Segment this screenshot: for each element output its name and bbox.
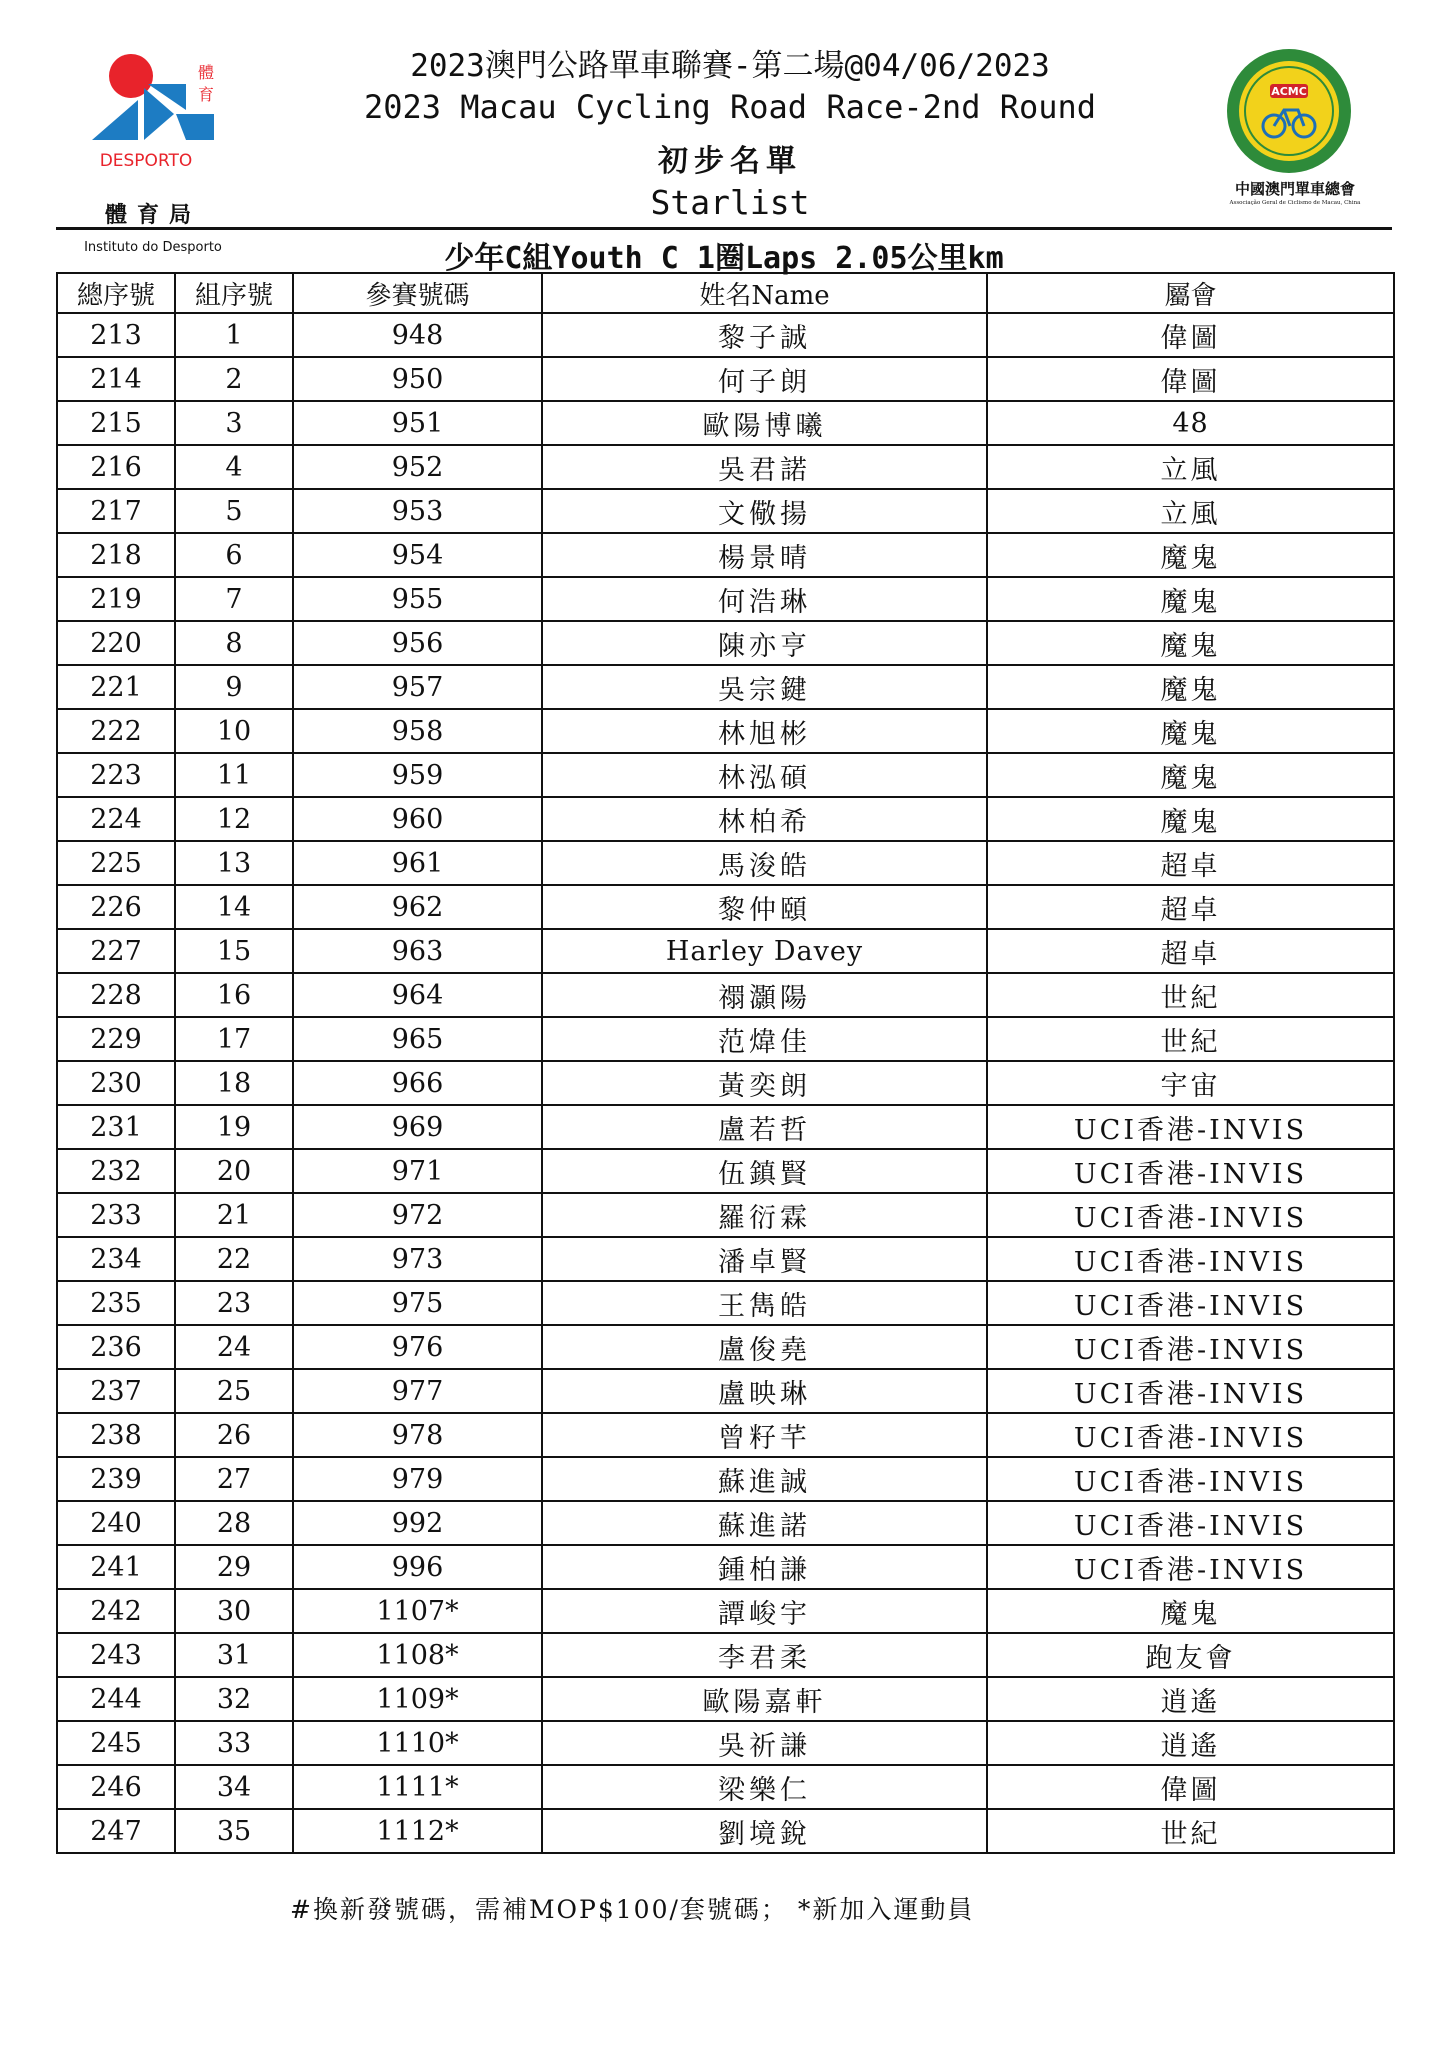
overall-no-cell: 231	[57, 1105, 175, 1149]
table-row	[57, 445, 1394, 489]
club-cell: 魔鬼	[987, 753, 1394, 797]
club-cell: UCI香港-INVIS	[987, 1193, 1394, 1237]
overall-no-cell: 219	[57, 577, 175, 621]
group-no-cell: 5	[175, 489, 293, 533]
table-row	[57, 1809, 1394, 1853]
group-no-cell: 30	[175, 1589, 293, 1633]
club-cell: UCI香港-INVIS	[987, 1105, 1394, 1149]
club-cell: 魔鬼	[987, 577, 1394, 621]
name-cell: 盧若哲	[542, 1105, 987, 1149]
overall-no-cell: 241	[57, 1545, 175, 1589]
bib-no-cell: 962	[293, 885, 542, 929]
bib-no-cell: 1112*	[293, 1809, 542, 1853]
overall-no-cell: 229	[57, 1017, 175, 1061]
acmc-emblem-icon	[1224, 46, 1354, 176]
group-no-cell: 15	[175, 929, 293, 973]
name-cell: 歐陽嘉軒	[542, 1677, 987, 1721]
bib-no-cell: 1109*	[293, 1677, 542, 1721]
bib-no-cell: 954	[293, 533, 542, 577]
table-row	[57, 1061, 1394, 1105]
startlist-table	[56, 272, 1395, 1854]
table-row	[57, 1193, 1394, 1237]
group-no-cell: 7	[175, 577, 293, 621]
overall-no-cell: 215	[57, 401, 175, 445]
table-header-row	[57, 273, 1394, 313]
overall-no-cell: 247	[57, 1809, 175, 1853]
overall-no-cell: 235	[57, 1281, 175, 1325]
bib-no-cell: 958	[293, 709, 542, 753]
group-no-cell: 22	[175, 1237, 293, 1281]
club-cell: 偉圖	[987, 1765, 1394, 1809]
group-no-cell: 16	[175, 973, 293, 1017]
name-cell: Harley Davey	[542, 929, 987, 973]
table-row	[57, 577, 1394, 621]
group-no-cell: 9	[175, 665, 293, 709]
club-cell: UCI香港-INVIS	[987, 1369, 1394, 1413]
bib-no-cell: 966	[293, 1061, 542, 1105]
bib-no-cell: 977	[293, 1369, 542, 1413]
club-cell: UCI香港-INVIS	[987, 1149, 1394, 1193]
overall-no-cell: 234	[57, 1237, 175, 1281]
bib-no-cell: 971	[293, 1149, 542, 1193]
bib-no-cell: 952	[293, 445, 542, 489]
bib-no-cell: 979	[293, 1457, 542, 1501]
overall-no-cell: 214	[57, 357, 175, 401]
club-cell: 超卓	[987, 841, 1394, 885]
group-no-cell: 20	[175, 1149, 293, 1193]
bib-no-cell: 965	[293, 1017, 542, 1061]
table-row	[57, 1677, 1394, 1721]
group-no-cell: 26	[175, 1413, 293, 1457]
subtitle-zh: 初步名單	[658, 144, 802, 179]
club-cell: UCI香港-INVIS	[987, 1281, 1394, 1325]
name-cell: 王雋皓	[542, 1281, 987, 1325]
overall-no-cell: 221	[57, 665, 175, 709]
group-no-cell: 32	[175, 1677, 293, 1721]
table-row	[57, 1721, 1394, 1765]
club-cell: 立風	[987, 445, 1394, 489]
overall-no-cell: 216	[57, 445, 175, 489]
col-overall-no: 總序號	[57, 273, 175, 313]
group-no-cell: 18	[175, 1061, 293, 1105]
col-group-no: 組序號	[175, 273, 293, 313]
title-zh: 2023澳門公路單車聯賽-第二場@04/06/2023	[410, 48, 1050, 84]
name-cell: 李君柔	[542, 1633, 987, 1677]
overall-no-cell: 227	[57, 929, 175, 973]
table-row	[57, 533, 1394, 577]
club-cell: 魔鬼	[987, 533, 1394, 577]
bib-no-cell: 992	[293, 1501, 542, 1545]
overall-no-cell: 244	[57, 1677, 175, 1721]
table-row	[57, 1633, 1394, 1677]
table-row	[57, 313, 1394, 357]
name-cell: 林旭彬	[542, 709, 987, 753]
name-cell: 陳亦亨	[542, 621, 987, 665]
club-cell: 世紀	[987, 973, 1394, 1017]
club-cell: 超卓	[987, 929, 1394, 973]
table-row	[57, 357, 1394, 401]
club-cell: UCI香港-INVIS	[987, 1545, 1394, 1589]
acmc-logo	[1210, 46, 1380, 216]
logo-brand-text: DESPORTO	[99, 151, 193, 171]
table-row	[57, 797, 1394, 841]
table-body	[57, 313, 1394, 1853]
overall-no-cell: 240	[57, 1501, 175, 1545]
group-no-cell: 14	[175, 885, 293, 929]
title-en: 2023 Macau Cycling Road Race-2nd Round	[363, 88, 1097, 126]
overall-no-cell: 220	[57, 621, 175, 665]
overall-no-cell: 226	[57, 885, 175, 929]
overall-no-cell: 224	[57, 797, 175, 841]
table-row	[57, 1105, 1394, 1149]
overall-no-cell: 243	[57, 1633, 175, 1677]
bib-no-cell: 1107*	[293, 1589, 542, 1633]
name-cell: 楊景晴	[542, 533, 987, 577]
group-no-cell: 12	[175, 797, 293, 841]
group-no-cell: 25	[175, 1369, 293, 1413]
bib-no-cell: 951	[293, 401, 542, 445]
table-row	[57, 1149, 1394, 1193]
overall-no-cell: 233	[57, 1193, 175, 1237]
table-row	[57, 1369, 1394, 1413]
name-cell: 曾籽芊	[542, 1413, 987, 1457]
name-cell: 劉境銳	[542, 1809, 987, 1853]
table-row	[57, 753, 1394, 797]
name-cell: 蘇進誠	[542, 1457, 987, 1501]
acmc-badge-text: ACMC	[1271, 85, 1307, 98]
club-cell: 偉圖	[987, 313, 1394, 357]
bib-no-cell: 969	[293, 1105, 542, 1149]
name-cell: 黎仲頤	[542, 885, 987, 929]
bib-no-cell: 955	[293, 577, 542, 621]
group-no-cell: 11	[175, 753, 293, 797]
overall-no-cell: 245	[57, 1721, 175, 1765]
desporto-emblem-icon	[86, 48, 236, 198]
name-cell: 何子朗	[542, 357, 987, 401]
group-no-cell: 1	[175, 313, 293, 357]
group-no-cell: 33	[175, 1721, 293, 1765]
group-no-cell: 24	[175, 1325, 293, 1369]
table-row	[57, 1017, 1394, 1061]
bib-no-cell: 953	[293, 489, 542, 533]
club-cell: 魔鬼	[987, 665, 1394, 709]
table-row	[57, 1457, 1394, 1501]
name-cell: 鍾柏謙	[542, 1545, 987, 1589]
bib-no-cell: 960	[293, 797, 542, 841]
col-bib-no: 參賽號碼	[293, 273, 542, 313]
overall-no-cell: 223	[57, 753, 175, 797]
table-row	[57, 1237, 1394, 1281]
bib-no-cell: 978	[293, 1413, 542, 1457]
table-row	[57, 1765, 1394, 1809]
club-cell: 世紀	[987, 1017, 1394, 1061]
club-cell: 魔鬼	[987, 1589, 1394, 1633]
name-cell: 黎子誠	[542, 313, 987, 357]
overall-no-cell: 239	[57, 1457, 175, 1501]
bib-no-cell: 948	[293, 313, 542, 357]
name-cell: 吳君諾	[542, 445, 987, 489]
name-cell: 譚峻宇	[542, 1589, 987, 1633]
bib-no-cell: 959	[293, 753, 542, 797]
overall-no-cell: 222	[57, 709, 175, 753]
club-cell: UCI香港-INVIS	[987, 1457, 1394, 1501]
name-cell: 何浩琳	[542, 577, 987, 621]
bib-no-cell: 976	[293, 1325, 542, 1369]
desporto-logo	[78, 48, 238, 255]
bib-no-cell: 1111*	[293, 1765, 542, 1809]
overall-no-cell: 232	[57, 1149, 175, 1193]
table-row	[57, 401, 1394, 445]
name-cell: 林泓碩	[542, 753, 987, 797]
overall-no-cell: 236	[57, 1325, 175, 1369]
name-cell: 林柏希	[542, 797, 987, 841]
bib-no-cell: 1108*	[293, 1633, 542, 1677]
club-cell: 跑友會	[987, 1633, 1394, 1677]
bib-no-cell: 950	[293, 357, 542, 401]
footnote: #換新發號碼，需補MOP$100/套號碼； *新加入運動員	[290, 1895, 975, 1924]
overall-no-cell: 238	[57, 1413, 175, 1457]
group-no-cell: 34	[175, 1765, 293, 1809]
bib-no-cell: 957	[293, 665, 542, 709]
club-cell: 魔鬼	[987, 709, 1394, 753]
bib-no-cell: 1110*	[293, 1721, 542, 1765]
name-cell: 馬浚皓	[542, 841, 987, 885]
table-row	[57, 841, 1394, 885]
club-cell: 逍遙	[987, 1721, 1394, 1765]
table-row	[57, 709, 1394, 753]
name-cell: 黃奕朗	[542, 1061, 987, 1105]
name-cell: 伍鎮賢	[542, 1149, 987, 1193]
overall-no-cell: 217	[57, 489, 175, 533]
acmc-name-zh: 中國澳門單車總會	[1234, 180, 1355, 198]
table-row	[57, 665, 1394, 709]
name-cell: 梁樂仁	[542, 1765, 987, 1809]
name-cell: 文儆揚	[542, 489, 987, 533]
group-no-cell: 28	[175, 1501, 293, 1545]
table-row	[57, 1413, 1394, 1457]
col-name: 姓名Name	[542, 273, 987, 313]
bib-no-cell: 964	[293, 973, 542, 1017]
name-cell: 盧映琳	[542, 1369, 987, 1413]
name-cell: 羅衍霖	[542, 1193, 987, 1237]
club-cell: UCI香港-INVIS	[987, 1413, 1394, 1457]
overall-no-cell: 230	[57, 1061, 175, 1105]
overall-no-cell: 242	[57, 1589, 175, 1633]
table-row	[57, 1545, 1394, 1589]
bib-no-cell: 973	[293, 1237, 542, 1281]
club-cell: UCI香港-INVIS	[987, 1237, 1394, 1281]
group-title: 少年C組Youth C 1圈Laps 2.05公里km	[444, 241, 1004, 276]
club-cell: UCI香港-INVIS	[987, 1501, 1394, 1545]
overall-no-cell: 237	[57, 1369, 175, 1413]
overall-no-cell: 246	[57, 1765, 175, 1809]
club-cell: 宇宙	[987, 1061, 1394, 1105]
club-cell: 世紀	[987, 1809, 1394, 1853]
table-row	[57, 885, 1394, 929]
bib-no-cell: 975	[293, 1281, 542, 1325]
logo-name-zh: 體育局	[104, 203, 201, 228]
group-no-cell: 10	[175, 709, 293, 753]
group-no-cell: 31	[175, 1633, 293, 1677]
table-row	[57, 489, 1394, 533]
group-no-cell: 6	[175, 533, 293, 577]
group-no-cell: 29	[175, 1545, 293, 1589]
name-cell: 吳宗鍵	[542, 665, 987, 709]
group-no-cell: 21	[175, 1193, 293, 1237]
name-cell: 歐陽博曦	[542, 401, 987, 445]
col-club: 屬會	[987, 273, 1394, 313]
club-cell: 超卓	[987, 885, 1394, 929]
bib-no-cell: 963	[293, 929, 542, 973]
group-no-cell: 35	[175, 1809, 293, 1853]
group-no-cell: 19	[175, 1105, 293, 1149]
group-no-cell: 4	[175, 445, 293, 489]
club-cell: 偉圖	[987, 357, 1394, 401]
acmc-name-pt: Associação Geral de Ciclismo de Macau, China	[1229, 200, 1361, 206]
name-cell: 潘卓賢	[542, 1237, 987, 1281]
club-cell: 逍遙	[987, 1677, 1394, 1721]
table-row	[57, 1325, 1394, 1369]
logo-name-pt: Instituto do Desporto	[84, 240, 222, 255]
overall-no-cell: 218	[57, 533, 175, 577]
bib-no-cell: 956	[293, 621, 542, 665]
group-no-cell: 23	[175, 1281, 293, 1325]
logo-vertical-char-2: 育	[198, 85, 215, 104]
table-row	[57, 1281, 1394, 1325]
table-row	[57, 1589, 1394, 1633]
overall-no-cell: 213	[57, 313, 175, 357]
logo-vertical-char-1: 體	[198, 63, 215, 82]
table-row	[57, 621, 1394, 665]
group-no-cell: 13	[175, 841, 293, 885]
club-cell: 魔鬼	[987, 797, 1394, 841]
club-cell: 立風	[987, 489, 1394, 533]
table-row	[57, 1501, 1394, 1545]
table-row	[57, 973, 1394, 1017]
name-cell: 禤灝陽	[542, 973, 987, 1017]
name-cell: 蘇進諾	[542, 1501, 987, 1545]
club-cell: 48	[987, 401, 1394, 445]
group-no-cell: 27	[175, 1457, 293, 1501]
group-no-cell: 8	[175, 621, 293, 665]
group-no-cell: 17	[175, 1017, 293, 1061]
name-cell: 吳祈謙	[542, 1721, 987, 1765]
club-cell: 魔鬼	[987, 621, 1394, 665]
header-divider	[56, 227, 1392, 230]
bib-no-cell: 961	[293, 841, 542, 885]
overall-no-cell: 225	[57, 841, 175, 885]
bib-no-cell: 972	[293, 1193, 542, 1237]
overall-no-cell: 228	[57, 973, 175, 1017]
name-cell: 范煒佳	[542, 1017, 987, 1061]
subtitle-en: Starlist	[650, 183, 810, 222]
bib-no-cell: 996	[293, 1545, 542, 1589]
club-cell: UCI香港-INVIS	[987, 1325, 1394, 1369]
group-no-cell: 3	[175, 401, 293, 445]
table-row	[57, 929, 1394, 973]
name-cell: 盧俊堯	[542, 1325, 987, 1369]
group-no-cell: 2	[175, 357, 293, 401]
